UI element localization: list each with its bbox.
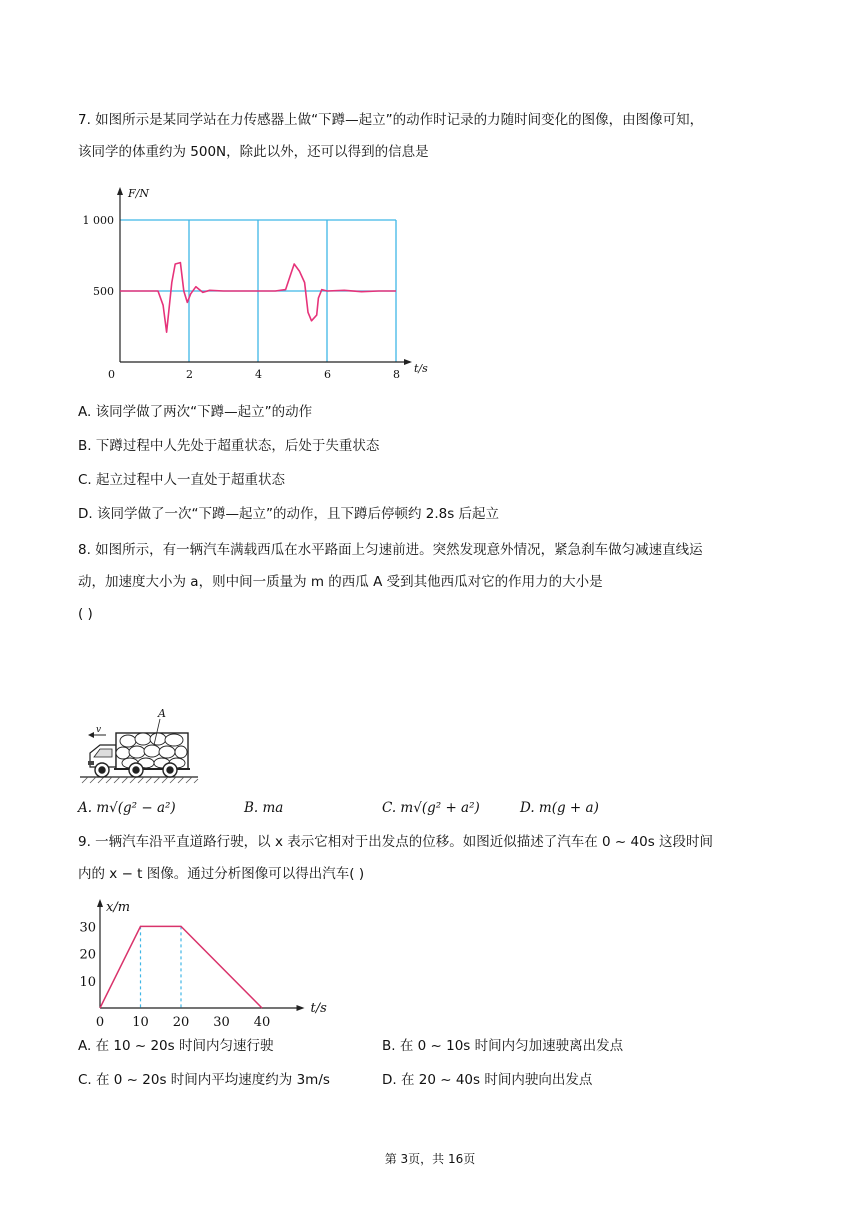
y-axis-label: F/N xyxy=(128,187,149,200)
force-time-chart xyxy=(78,185,438,380)
x-tick-label: 0 xyxy=(108,368,115,381)
q8-option-d: D. m(g + a) xyxy=(520,800,599,816)
q7-option-d: D. 该同学做了一次“下蹲—起立”的动作，且下蹲后停顿约 2.8s 后起立 xyxy=(78,506,500,522)
x-axis-arrow xyxy=(404,359,412,365)
x-axis-arrow xyxy=(297,1005,305,1011)
x-tick-label: 4 xyxy=(255,368,262,381)
x-tick-label: 40 xyxy=(253,1015,271,1030)
page-footer: 第 3页，共 16页 xyxy=(384,1152,476,1166)
q9-option-d: D. 在 20 ~ 40s 时间内驶向出发点 xyxy=(382,1072,593,1088)
q7-stem-line1: 7. 如图所示是某同学站在力传感器上做“下蹲—起立”的动作时记录的力随时间变化的图像，由图像可知， xyxy=(78,112,704,128)
q8-stem-line1: 8. 如图所示，有一辆汽车满载西瓜在水平路面上匀速前进。突然发现意外情况，紧急刹车做匀减速直线运 xyxy=(78,542,703,558)
y-tick-label: 20 xyxy=(79,947,96,963)
x-tick-label: 0 xyxy=(95,1015,105,1030)
q8-option-c: C. m√(g² + a²) xyxy=(382,800,480,816)
q8-option-a: A. m√(g² − a²) xyxy=(78,800,176,816)
q9-option-b: B. 在 0 ~ 10s 时间内匀加速驶离出发点 xyxy=(382,1038,624,1054)
x-tick-label: 8 xyxy=(393,368,400,381)
q9-option-a: A. 在 10 ~ 20s 时间内匀速行驶 xyxy=(78,1038,274,1054)
y-axis-label: x/m xyxy=(106,900,131,915)
q9-option-c: C. 在 0 ~ 20s 时间内平均速度约为 3m/s xyxy=(78,1072,330,1088)
y-tick-label: 30 xyxy=(79,920,96,936)
y-axis-arrow xyxy=(97,899,103,907)
q9-stem-line2: 内的 x − t 图像。通过分析图像可以得出汽车( ) xyxy=(78,866,365,882)
y-tick-label: 500 xyxy=(93,285,114,298)
displacement-time-chart xyxy=(78,895,338,1030)
q7-stem-line2: 该同学的体重约为 500N，除此以外，还可以得到的信息是 xyxy=(78,144,429,160)
q8-stem-line3: ( ) xyxy=(78,606,93,622)
q7-option-c: C. 起立过程中人一直处于超重状态 xyxy=(78,472,286,488)
q7-option-a: A. 该同学做了两次“下蹲—起立”的动作 xyxy=(78,404,313,420)
q9-stem-line1: 9. 一辆汽车沿平直道路行驶，以 x 表示它相对于出发点的位移。如图近似描述了汽车在 0 ~ 40s 这段时间 xyxy=(78,834,714,850)
y-tick-label: 1 000 xyxy=(82,214,114,227)
watermelon-label-a: A xyxy=(158,707,166,720)
x-axis-label: t/s xyxy=(414,362,428,375)
velocity-label: v xyxy=(96,725,102,735)
x-tick-label: 2 xyxy=(186,368,193,381)
x-tick-label: 6 xyxy=(324,368,331,381)
x-tick-label: 10 xyxy=(132,1015,149,1030)
x-tick-label: 20 xyxy=(172,1015,190,1030)
y-axis-arrow xyxy=(117,187,123,195)
q7-option-b: B. 下蹲过程中人先处于超重状态，后处于失重状态 xyxy=(78,438,380,454)
y-tick-label: 10 xyxy=(79,974,96,990)
x-axis-label: t/s xyxy=(310,1001,327,1016)
q8-option-b: B. ma xyxy=(244,800,284,816)
q8-stem-line2: 动，加速度大小为 a，则中间一质量为 m 的西瓜 A 受到其他西瓜对它的作用力的大小是 xyxy=(78,574,603,590)
truck-figure xyxy=(78,705,208,790)
x-tick-label: 30 xyxy=(213,1015,230,1030)
